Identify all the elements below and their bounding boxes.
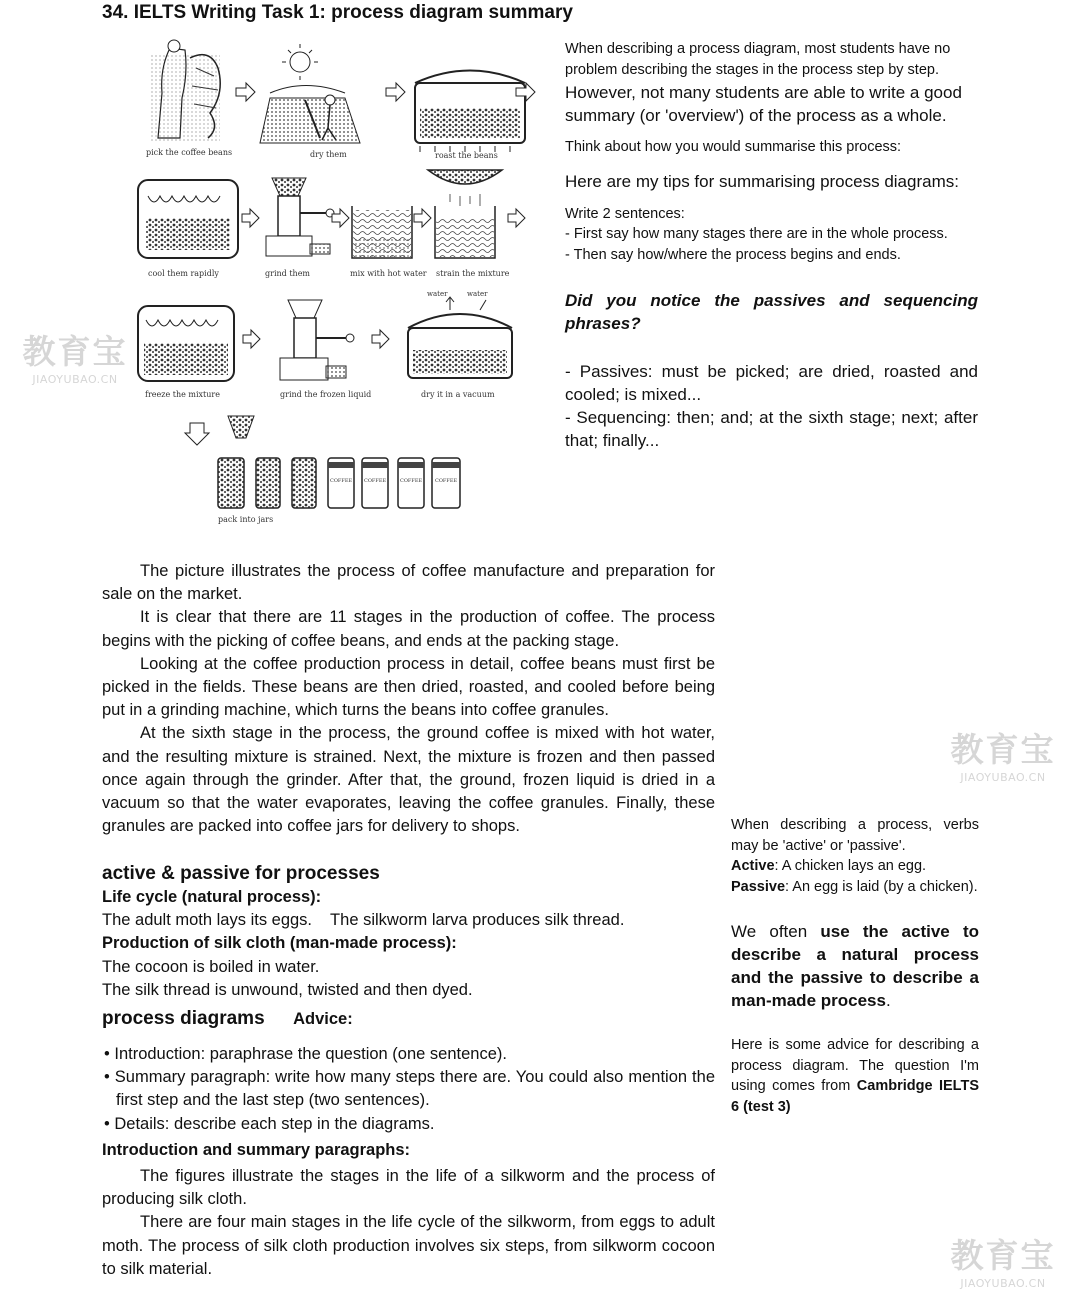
note-3-a: Here is some advice for describing a process diagram. The question I'm using comes from xyxy=(731,1037,979,1094)
stage-strain-image xyxy=(428,170,502,258)
stage-dry-image xyxy=(260,44,360,143)
stage-cool-image xyxy=(138,180,238,258)
watermark-left-url: JIAOYUBAO.CN xyxy=(32,373,118,386)
jar-label-1: COFFEE xyxy=(330,478,353,484)
stage-roast-image xyxy=(415,71,525,153)
production-line-1: The cocoon is boiled in water. xyxy=(102,957,320,976)
page-title: 34. IELTS Writing Task 1: process diagram summary xyxy=(102,2,573,23)
intro-p2: However, not many students are able to write a good summary (or 'overview') of the process as a whole. xyxy=(565,83,962,125)
advice-item-3: • Details: describe each step in the diagrams. xyxy=(104,1114,435,1133)
arrow-down-icon xyxy=(185,423,209,445)
intro-summary-heading: Introduction and summary paragraphs: xyxy=(102,1140,411,1159)
intro-p5-head: Write 2 sentences: xyxy=(565,205,685,222)
process-diagrams-heading: process diagrams xyxy=(102,1008,265,1029)
label-pick: pick the coffee beans xyxy=(146,148,233,157)
watermark-mid-url: JIAOYUBAO.CN xyxy=(960,771,1046,784)
jar-label-4: COFFEE xyxy=(435,478,458,484)
stage-grind-frozen-image xyxy=(280,300,354,380)
essay-para-4: At the sixth stage in the process, the ground coffee is mixed with hot water, and the resulting mixture is strained. Next, the mixture is frozen and then passed once again through the grinder. After that, the ground, frozen liquid is dried in a vacuum so that the water evaporates, leaving the coffee granules. Finally, these granules are packed into coffee jars for delivery to shops. xyxy=(102,724,715,836)
label-mix: mix with hot water xyxy=(350,269,427,278)
water-arrow-right-icon xyxy=(480,300,486,310)
watermark-left-logo: 教育宝 xyxy=(22,332,128,371)
watermark-bottom xyxy=(944,1230,1062,1290)
coffee-process-diagram xyxy=(130,38,550,533)
intro-p5-line1: - First say how many stages there are in the whole process. xyxy=(565,226,948,242)
essay-para-1: The picture illustrates the process of coffee manufacture and preparation for sale on the market. xyxy=(102,562,715,604)
arrow-6-icon xyxy=(414,209,431,227)
intro-passives: - Passives: must be picked; are dried, roasted and cooled; is mixed... xyxy=(565,362,978,404)
intro-p5-line2: - Then say how/where the process begins and ends. xyxy=(565,246,901,263)
note-3-b: Cambridge IELTS 6 (test 3) xyxy=(731,1078,979,1115)
watermark-mid-logo: 教育宝 xyxy=(950,730,1056,769)
arrow-5-icon xyxy=(332,209,349,227)
intro-question: Did you notice the passives and sequencing phrases? xyxy=(565,291,978,333)
arrow-8-icon xyxy=(243,330,260,348)
note-2-a: We often xyxy=(731,922,821,941)
stage-grind-image xyxy=(266,178,334,256)
watermark-bottom-url: JIAOYUBAO.CN xyxy=(960,1277,1046,1290)
production-line-2: The silk thread is unwound, twisted and then dyed. xyxy=(102,980,473,999)
stage-pick-image xyxy=(150,40,220,141)
note-active-text: : A chicken lays an egg. xyxy=(774,858,927,874)
arrow-2-icon xyxy=(386,83,405,101)
note-2-c: . xyxy=(885,991,891,1010)
label-roast: roast the beans xyxy=(435,151,498,160)
intro-sequencing: - Sequencing: then; and; at the sixth stage; next; after that; finally... xyxy=(565,408,978,450)
water-arrow-left-icon xyxy=(446,297,454,310)
essay-para-3: Looking at the coffee production process in detail, coffee beans must first be picked in the fields. These beans are then dried, roasted, and cooled before being put in a grinding machine, which turns the beans into coffee granules. xyxy=(102,654,715,720)
label-cool: cool them rapidly xyxy=(148,269,219,278)
stage-freeze-image xyxy=(138,306,234,381)
label-water-left: water xyxy=(427,290,448,298)
label-water-right: water xyxy=(467,290,488,298)
note-2-b: use the active to describe a natural process and the passive to describe a man-made process xyxy=(731,922,979,1010)
watermark-left xyxy=(16,326,134,386)
note-passive-text: : An egg is laid (by a chicken). xyxy=(785,878,978,895)
label-grind: grind them xyxy=(265,269,311,278)
arrow-4-icon xyxy=(242,209,259,227)
note-passive-label: Passive xyxy=(731,878,786,895)
label-strain: strain the mixture xyxy=(436,269,510,278)
stage-mix-image xyxy=(352,206,412,258)
jar-label-2: COFFEE xyxy=(364,478,387,484)
arrow-7-icon xyxy=(508,209,525,227)
jar-label-3: COFFEE xyxy=(400,478,423,484)
label-vacuum: dry it in a vacuum xyxy=(421,390,495,399)
process-diagrams-section xyxy=(102,1006,715,1281)
active-passive-section xyxy=(102,862,722,1002)
label-pack: pack into jars xyxy=(218,515,274,524)
production-heading: Production of silk cloth (man-made process): xyxy=(102,934,457,953)
advice-list xyxy=(102,1043,715,1136)
essay-para-2: It is clear that there are 11 stages in the production of coffee. The process begins with the picking of coffee beans, and ends at the packing stage. xyxy=(102,608,715,650)
life-cycle-text: The adult moth lays its eggs. The silkworm larva produces silk thread. xyxy=(102,911,625,930)
advice-item-1: • Introduction: paraphrase the question (one sentence). xyxy=(104,1045,507,1063)
side-notes xyxy=(731,815,979,1117)
active-passive-heading: active & passive for processes xyxy=(102,863,380,884)
intro-p1: When describing a process diagram, most students have no problem describing the stages in the process step by step. xyxy=(565,41,951,78)
label-grind-frozen: grind the frozen liquid xyxy=(280,390,372,399)
life-cycle-heading: Life cycle (natural process): xyxy=(102,888,322,906)
right-intro xyxy=(565,39,980,452)
silk-para-2: There are four main stages in the life cycle of the silkworm, from eggs to adult moth. The process of silk cloth production involves six steps, from silkworm cocoon to silk material. xyxy=(102,1213,715,1278)
label-freeze: freeze the mixture xyxy=(145,390,220,399)
watermark-bottom-logo: 教育宝 xyxy=(950,1236,1056,1275)
arrow-1-icon xyxy=(236,83,255,101)
label-dry: dry them xyxy=(310,150,347,159)
watermark-mid xyxy=(944,724,1062,784)
intro-p4: Here are my tips for summarising process diagrams: xyxy=(565,171,959,191)
diagram-illustration xyxy=(130,38,550,533)
essay xyxy=(102,560,715,838)
arrow-9-icon xyxy=(372,330,389,348)
silk-para-1: The figures illustrate the stages in the life of a silkworm and the process of producing silk cloth. xyxy=(102,1167,715,1209)
advice-item-2: • Summary paragraph: write how many steps there are. You could also mention the first step and the last step (two sentences). xyxy=(104,1068,715,1110)
note-active-label: Active xyxy=(731,858,775,874)
funnel-icon xyxy=(228,416,254,438)
stage-vacuum-image xyxy=(408,297,512,378)
note-1-text: When describing a process, verbs may be 'active' or 'passive'. xyxy=(731,817,979,854)
intro-p3: Think about how you would summarise this process: xyxy=(565,139,902,155)
advice-label: Advice: xyxy=(293,1010,353,1028)
